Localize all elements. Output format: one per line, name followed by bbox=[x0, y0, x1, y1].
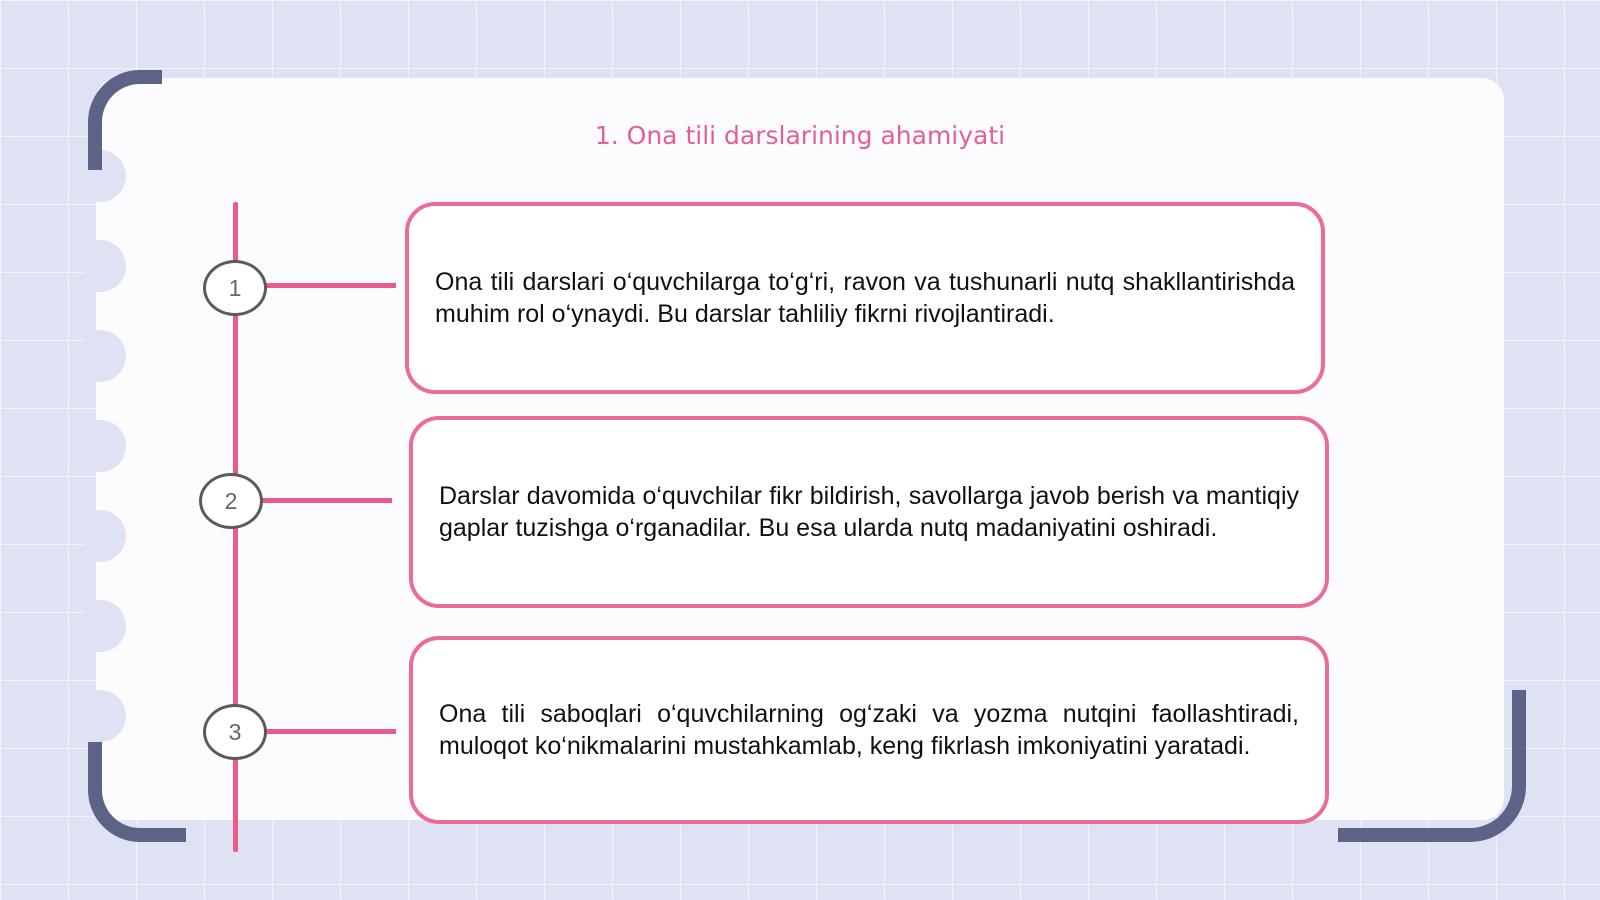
corner-bracket-bottom-left bbox=[88, 742, 186, 842]
corner-bracket-top-left bbox=[88, 70, 162, 170]
step-number-1: 1 bbox=[203, 260, 267, 316]
content-text-2: Darslar davomida o‘quvchilar fikr bildirish, savollarga javob berish va mantiqiy gaplar tuzishga o‘rganadilar. Bu esa ularda nutq madaniyatini oshiradi. bbox=[439, 482, 1299, 542]
content-text-1: Ona tili darslari o‘quvchilarga to‘g‘ri, ravon va tushunarli nutq shakllantirishda muhim rol o‘ynaydi. Bu darslar tahliliy fikrni rivojlantiradi. bbox=[435, 268, 1295, 328]
connector-3 bbox=[266, 729, 396, 734]
content-box-3 bbox=[409, 636, 1329, 824]
content-box-2 bbox=[409, 416, 1329, 608]
slide-title: 1. Ona tili darslarining ahamiyati bbox=[594, 121, 1006, 150]
content-box-1 bbox=[405, 202, 1325, 394]
step-number-3: 3 bbox=[203, 704, 267, 760]
connector-2 bbox=[262, 498, 392, 503]
connector-1 bbox=[266, 283, 396, 288]
content-text-3: Ona tili saboqlari o‘quvchilarning og‘zaki va yozma nutqini faollashtiradi, muloqot ko‘nikmalarini mustahkamlab, keng fikrlash imkoniyatini yaratadi. bbox=[439, 700, 1299, 760]
corner-bracket-bottom-right bbox=[1338, 690, 1526, 842]
step-number-2: 2 bbox=[199, 473, 263, 529]
